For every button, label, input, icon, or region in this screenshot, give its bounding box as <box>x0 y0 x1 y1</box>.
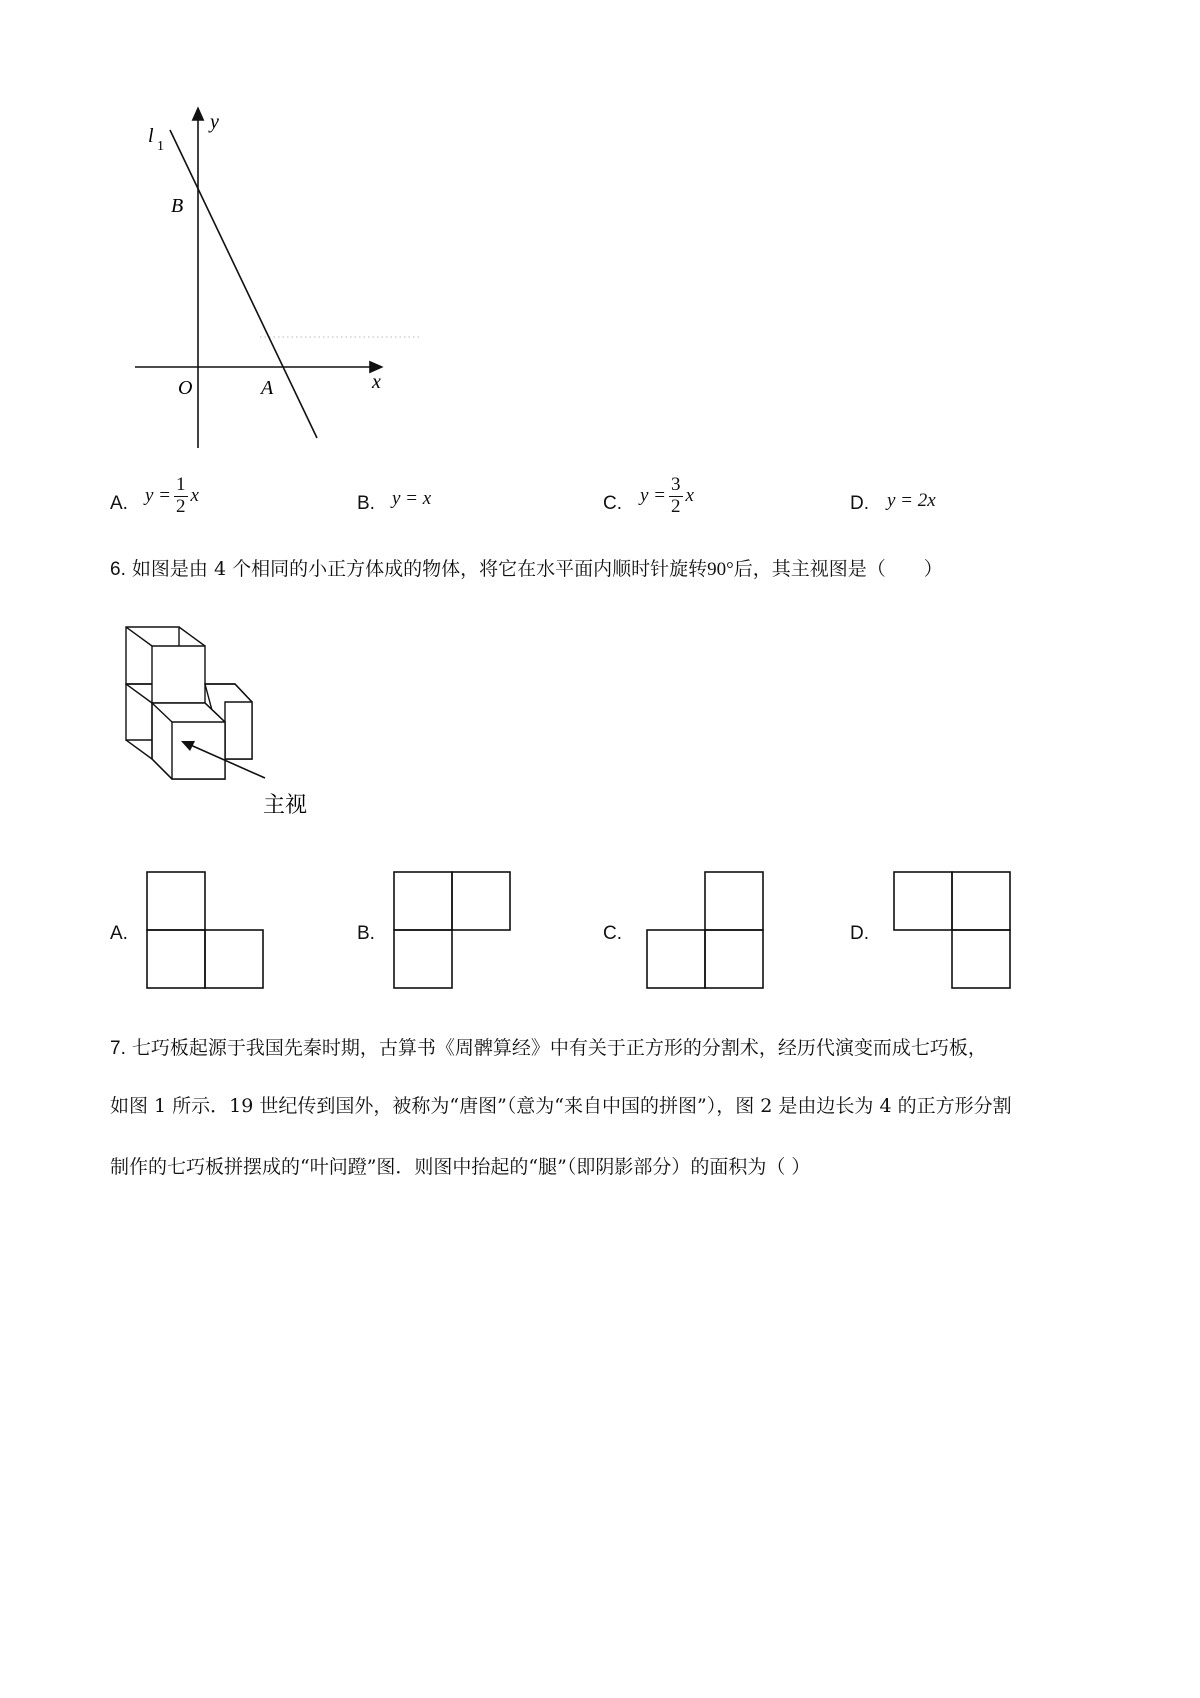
q7-line-2: 如图 1 所示．19 世纪传到国外，被称为“唐图”（意为“来自中国的拼图”），图 2 是由边长为 4 的正方形分割 <box>110 1095 1012 1117</box>
q6-option-b-figure <box>392 870 517 995</box>
q6-option-a-letter: A. <box>110 923 128 944</box>
q6-angle: 90° <box>707 559 734 580</box>
q7-line-1 <box>110 1033 987 1060</box>
x-axis-label: x <box>372 371 381 393</box>
q6-option-d-letter: D. <box>850 923 869 944</box>
point-b-label: B <box>171 195 184 217</box>
q6-question <box>110 554 943 581</box>
q5-option-c-expr: y = $\frac{3}{2}$ x <box>640 474 694 517</box>
q5-option-b-letter: B. <box>357 493 375 514</box>
cube-figure <box>115 620 365 820</box>
point-a-label: A <box>261 377 274 399</box>
q5-option-a-letter: A. <box>110 493 128 514</box>
q6-option-d-figure <box>892 870 1017 995</box>
q5-option-c-letter: C. <box>603 493 622 514</box>
q5-option-a-expr: y = $\frac{1}{2}$ x <box>145 474 199 517</box>
q5-option-d-expr: y = 2x <box>887 490 936 511</box>
front-view-label: 主视 <box>263 793 308 818</box>
y-axis-label: y <box>210 111 219 133</box>
q7-number: 7. <box>110 1038 126 1059</box>
q6-option-c-letter: C. <box>603 923 622 944</box>
line-l1-subscript: 1 <box>157 139 164 154</box>
q7-line-3: 制作的七巧板拼摆成的“叶问蹬”图．则图中抬起的“腿”（即阴影部分）的面积为（ ） <box>110 1156 811 1178</box>
q7-text-line-1: 七巧板起源于我国先秦时期，古算书《周髀算经》中有关于正方形的分割术，经历代演变而成七巧板， <box>131 1037 987 1059</box>
q6-text-after: 后，其主视图是（ ） <box>733 558 943 580</box>
q5-option-d-letter: D. <box>850 493 869 514</box>
q6-text: 如图是由 4 个相同的小正方体成的物体，将它在水平面内顺时针旋转 <box>131 558 708 580</box>
q6-option-b-letter: B. <box>357 923 375 944</box>
coordinate-graph <box>120 100 420 460</box>
q6-number: 6. <box>110 559 126 580</box>
q6-option-c-figure <box>645 870 770 995</box>
line-l1-label: l <box>148 125 154 147</box>
origin-label: O <box>178 377 193 399</box>
q6-option-a-figure <box>145 870 270 995</box>
q5-option-b-expr: y = x <box>392 488 432 509</box>
